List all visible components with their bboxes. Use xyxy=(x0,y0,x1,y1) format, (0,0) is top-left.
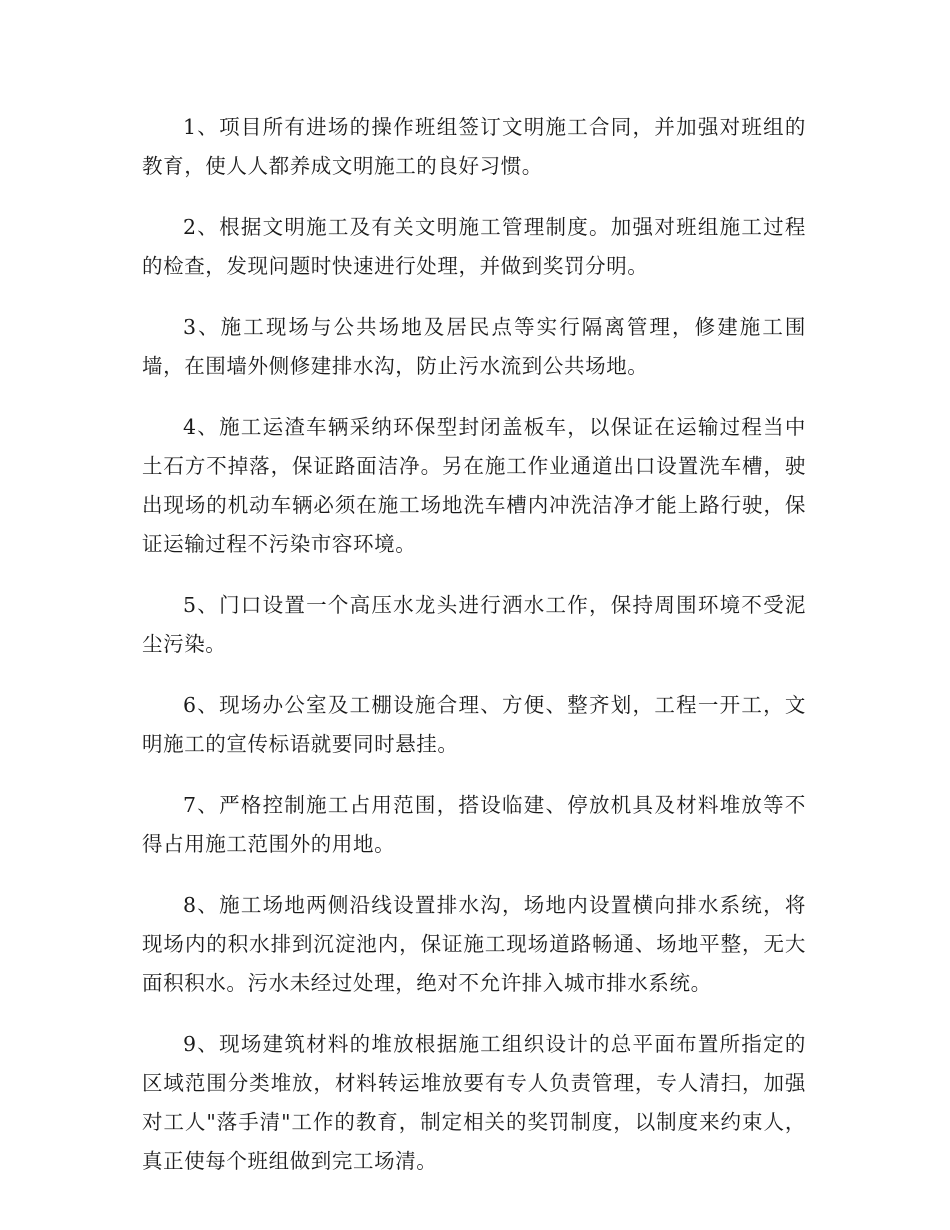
document-body xyxy=(142,108,806,1203)
paragraph-1: 1、项目所有进场的操作班组签订文明施工合同，并加强对班组的教育，使人人都养成文明施工的良好习惯。 xyxy=(142,115,806,178)
paragraph-5: 5、门口设置一个高压水龙头进行洒水工作，保持周围环境不受泥尘污染。 xyxy=(142,593,806,656)
paragraph-3: 3、施工现场与公共场地及居民点等实行隔离管理，修建施工围墙，在围墙外侧修建排水沟，防止污水流到公共场地。 xyxy=(142,315,806,378)
paragraph-2: 2、根据文明施工及有关文明施工管理制度。加强对班组施工过程的检查，发现问题时快速进行处理，并做到奖罚分明。 xyxy=(142,215,806,278)
paragraph-4: 4、施工运渣车辆采纳环保型封闭盖板车，以保证在运输过程当中土石方不掉落，保证路面洁净。另在施工作业通道出口设置洗车槽，驶出现场的机动车辆必须在施工场地洗车槽内冲洗洁净才能上路行驶，保证运输过程不污染市容环境。 xyxy=(142,415,806,556)
paragraph-9: 9、现场建筑材料的堆放根据施工组织设计的总平面布置所指定的区域范围分类堆放，材料转运堆放要有专人负责管理，专人清扫，加强对工人"落手清"工作的教育，制定相关的奖罚制度，以制度来约束人，真正使每个班组做到完工场清。 xyxy=(142,1032,806,1173)
paragraph-7: 7、严格控制施工占用范围，搭设临建、停放机具及材料堆放等不得占用施工范围外的用地。 xyxy=(142,793,806,856)
paragraph-8: 8、施工场地两侧沿线设置排水沟，场地内设置横向排水系统，将现场内的积水排到沉淀池内，保证施工现场道路畅通、场地平整，无大面积积水。污水未经过处理，绝对不允许排入城市排水系统。 xyxy=(142,893,806,995)
paragraph-6: 6、现场办公室及工棚设施合理、方便、整齐划，工程一开工，文明施工的宣传标语就要同时悬挂。 xyxy=(142,693,806,756)
